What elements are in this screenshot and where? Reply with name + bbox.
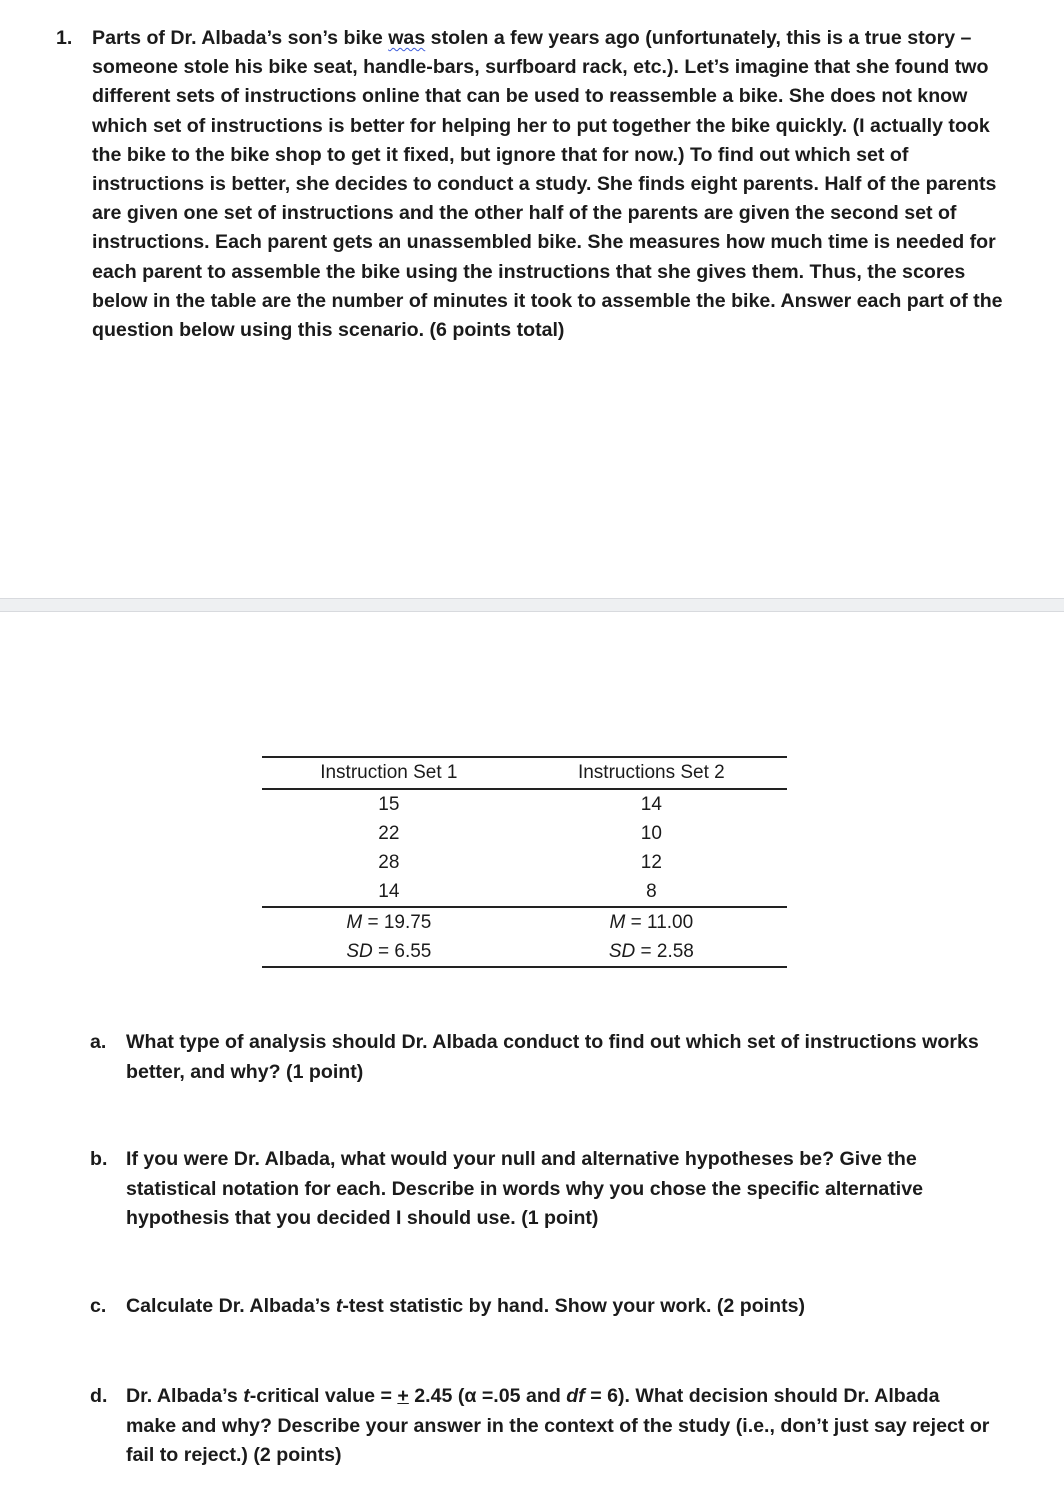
page-break [0, 598, 1064, 612]
page-1 [0, 0, 1064, 598]
mean-set2: M = 11.00 [609, 911, 694, 933]
part-d [90, 1382, 990, 1471]
cell-set1: 22 [378, 822, 400, 844]
table-row [262, 819, 787, 848]
sd-row [262, 937, 787, 967]
part-c-text: Calculate Dr. Albada’s t-test statistic by hand. Show your work. (2 points) [126, 1295, 806, 1317]
cell-set1: 14 [262, 877, 516, 907]
part-d-label: d. [90, 1385, 108, 1407]
cell-set1: 15 [378, 793, 400, 815]
table-header-row [262, 757, 787, 789]
part-c-label: c. [90, 1295, 107, 1317]
table-row [262, 877, 787, 907]
cell-set2: 14 [640, 793, 662, 815]
question-number: 1. [56, 27, 73, 49]
grammar-flag-was[interactable]: was [388, 27, 426, 49]
part-a-label: a. [90, 1031, 107, 1053]
page-2 [0, 612, 1064, 1493]
part-b-label: b. [90, 1148, 108, 1170]
question-1 [56, 24, 1004, 345]
header-set-2: Instructions Set 2 [516, 757, 787, 789]
sd-set2: SD = 2.58 [516, 937, 787, 967]
question-text [92, 24, 1004, 345]
cell-set2: 8 [516, 877, 787, 907]
mean-row [262, 907, 787, 937]
cell-set1: 28 [378, 851, 400, 873]
scores-table [262, 756, 787, 968]
part-b [90, 1145, 990, 1234]
part-b-text: If you were Dr. Albada, what would your null and alternative hypotheses be? Give the statistical notation for each. Describe in words why you chose the specific alternative hypothesis that you decided I should use. (1 point) [126, 1148, 924, 1229]
mean-set1: M = 19.75 [346, 911, 432, 933]
part-a [90, 1028, 990, 1087]
part-c [90, 1292, 990, 1322]
cell-set2: 12 [640, 851, 662, 873]
header-set-1: Instruction Set 1 [262, 757, 516, 789]
question-text-rest: stolen a few years ago (unfortunately, this is a true story – someone stole his bike seat, handle-bars, surfboard rack, etc.). Let’s imagine that she found two different sets of instructions online that can be used to reassemble a bike. She does not know which set of instructions is better for helping her to put together the bike quickly. (I actually took the bike to the bike shop to get it fixed, but ignore that for now.) To find out which set of instructions is better, she decides to conduct a study. She finds eight parents. Half of the parents are given one set of instructions and the other half of the parents are given the second set of instructions. Each parent gets an unassembled bike. She measures how much time is needed for each parent to assemble the bike using the instructions that she gives them. Thus, the scores below in the table are the number of minutes it took to assemble the bike. Answer each part of the question below using this scenario. (6 points total) [92, 27, 1003, 342]
sd-set1: SD = 6.55 [262, 937, 516, 967]
cell-set2: 10 [640, 822, 662, 844]
table-row [262, 848, 787, 877]
part-a-text: What type of analysis should Dr. Albada conduct to find out which set of instructions works better, and why? (1 point) [126, 1031, 979, 1083]
table-row [262, 789, 787, 819]
question-text-start: Parts of Dr. Albada’s son’s bike [92, 27, 389, 49]
part-d-text: Dr. Albada’s t-critical value = + 2.45 (α =.05 and df = 6). What decision should Dr. Albada make and why? Describe your answer in the context of the study (i.e., don’t just say reject or fail to reject.) (2 points) [126, 1385, 990, 1466]
